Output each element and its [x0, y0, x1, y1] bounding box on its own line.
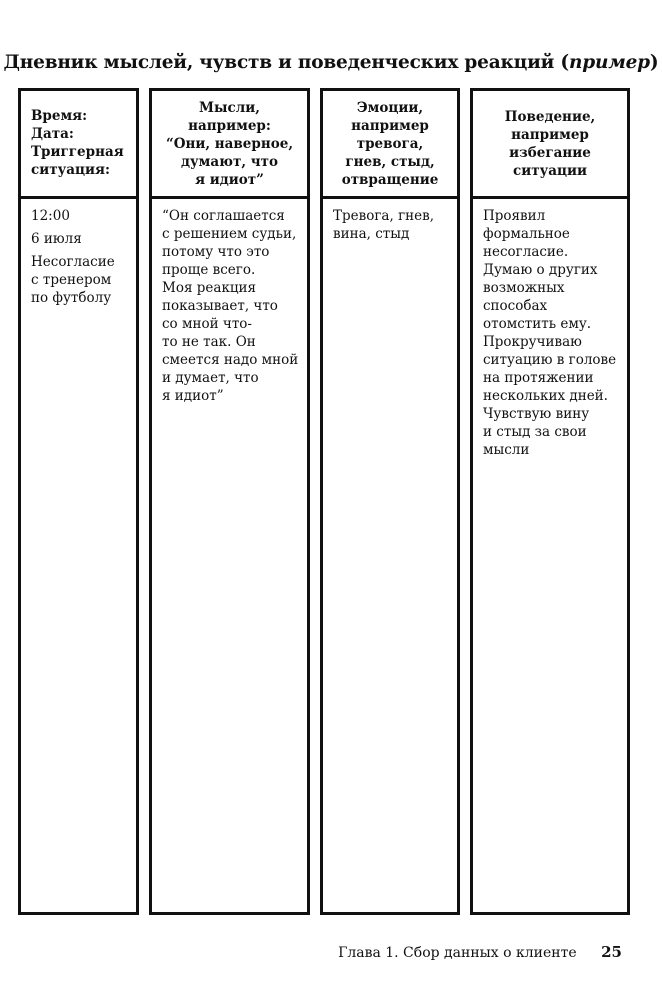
header-line: Время:	[31, 108, 88, 124]
body-line: мысли	[483, 442, 530, 458]
column-time-trigger	[18, 88, 139, 915]
chapter-label: Глава 1. Сбор данных о клиенте	[338, 945, 577, 961]
body-line: и думает, что	[162, 370, 259, 386]
column-body	[323, 199, 457, 243]
header-line: думают, что	[181, 153, 278, 170]
header-line: Поведение,	[504, 108, 596, 125]
column-behavior	[470, 88, 630, 915]
header-line: ситуация:	[31, 162, 110, 178]
title-close: )	[649, 52, 659, 73]
header-line: “Они, наверное,	[165, 135, 294, 152]
header-line: отвращение	[341, 171, 439, 188]
header-line: например	[351, 117, 429, 134]
body-line: со мной что-	[162, 316, 252, 332]
header-line: гнев, стыд,	[345, 153, 435, 170]
header-line: Мысли,	[199, 99, 260, 116]
body-line: 6 июля	[31, 231, 82, 247]
body-line: Думаю о других	[483, 262, 598, 278]
column-emotions	[320, 88, 460, 915]
page-title	[0, 52, 662, 73]
body-line: смеется надо мной	[162, 352, 299, 368]
body-line: Тревога, гнев,	[333, 208, 435, 224]
body-line: несогласие.	[483, 244, 569, 260]
body-line: и стыд за свои	[483, 424, 587, 440]
header-line: ситуации	[513, 162, 587, 179]
header-line: я идиот”	[195, 171, 264, 188]
header-line: Дата:	[31, 126, 74, 142]
column-header	[323, 91, 457, 199]
header-line: например:	[188, 117, 271, 134]
body-line: проще всего.	[162, 262, 256, 278]
column-header	[152, 91, 307, 199]
body-line: вина, стыд	[333, 226, 410, 242]
body-line: способах	[483, 298, 548, 314]
body-line: то не так. Он	[162, 334, 256, 350]
header-line: Триггерная	[31, 144, 124, 160]
column-body	[21, 199, 136, 307]
body-line: “Он соглашается	[162, 208, 285, 224]
body-line: формальное	[483, 226, 570, 242]
title-text: Дневник мыслей, чувств и поведенческих реакций (	[3, 52, 569, 73]
header-line: Эмоции,	[356, 99, 424, 116]
body-line: Прокручиваю	[483, 334, 582, 350]
page-footer	[0, 943, 622, 961]
body-line: я идиот”	[162, 388, 224, 404]
column-body	[152, 199, 307, 405]
column-header	[473, 91, 627, 199]
header-line: тревога,	[356, 135, 424, 152]
header-line: избегание	[509, 144, 591, 161]
body-line: возможных	[483, 280, 565, 296]
body-line: на протяжении	[483, 370, 594, 386]
body-line: Моя реакция	[162, 280, 257, 296]
title-italic: пример	[568, 52, 650, 73]
body-line: с решением судьи,	[162, 226, 297, 242]
column-body	[473, 199, 627, 459]
header-line: например	[511, 126, 589, 143]
body-line: отомстить ему.	[483, 316, 592, 332]
body-line: потому что это	[162, 244, 270, 260]
body-line: Несогласие	[31, 254, 115, 270]
body-line: нескольких дней.	[483, 388, 608, 404]
body-line: ситуацию в голове	[483, 352, 617, 368]
body-line: Чувствую вину	[483, 406, 590, 422]
page-number: 25	[601, 943, 622, 961]
body-line: с тренером	[31, 272, 112, 288]
body-line: показывает, что	[162, 298, 278, 314]
column-header	[21, 91, 136, 199]
body-line: Проявил	[483, 208, 546, 224]
body-line: 12:00	[31, 208, 70, 224]
column-thoughts	[149, 88, 310, 915]
body-line: по футболу	[31, 290, 112, 306]
